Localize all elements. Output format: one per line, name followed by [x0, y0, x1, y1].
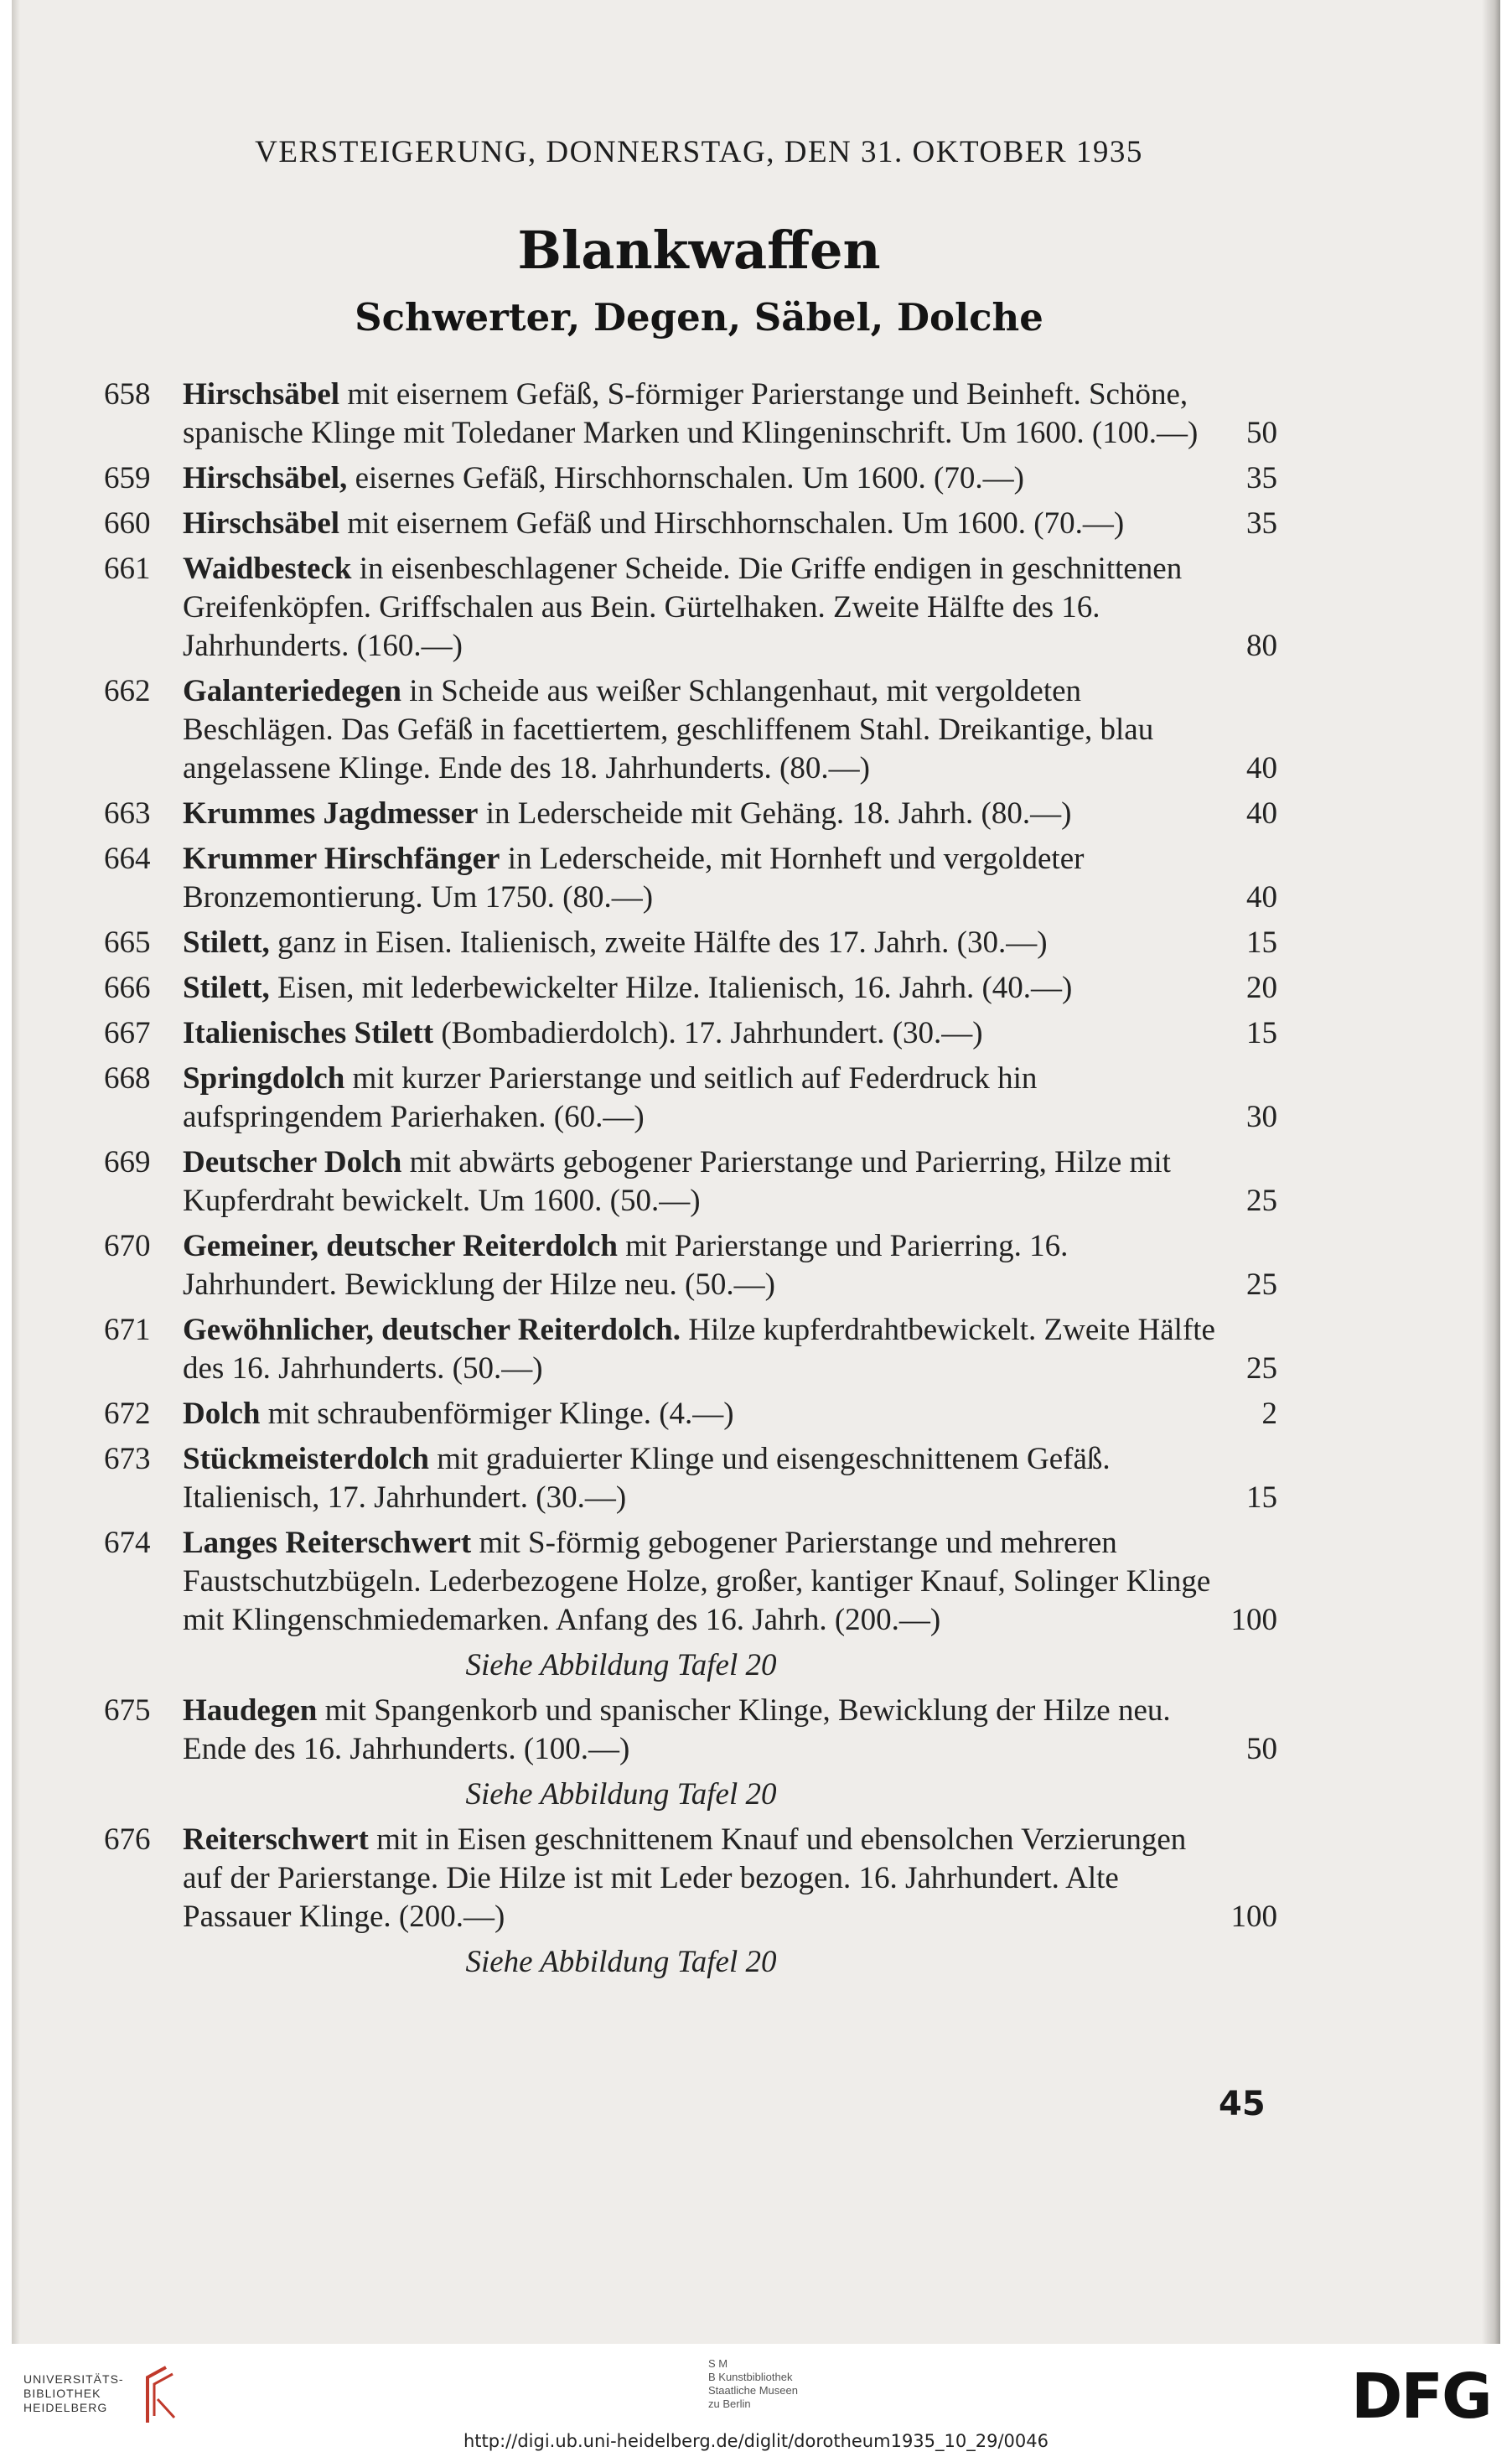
lot-price: 25 — [1246, 1267, 1277, 1302]
catalog-entry — [104, 1311, 1277, 1388]
lot-number: 663 — [104, 796, 151, 831]
lot-number: 672 — [104, 1397, 151, 1431]
lot-number: 673 — [104, 1442, 151, 1476]
lot-text: mit schraubenförmiger Klinge. (4.—) — [260, 1397, 734, 1431]
smb-logo-line: S M — [708, 2357, 728, 2370]
lot-number: 664 — [104, 842, 151, 876]
lot-name: Haudegen — [183, 1693, 318, 1728]
lot-price: 100 — [1230, 1603, 1277, 1637]
lot-text: Hilze kupferdrahtbewickelt. Zweite Hälfte des 16. Jahrhunderts. (50.—) — [183, 1313, 1215, 1386]
smb-kunstbibliothek-logo[interactable] — [708, 2357, 798, 2411]
page-edge-shadow-right — [1482, 0, 1500, 2344]
plate-reference: Siehe Abbildung Tafel 20 — [465, 1777, 777, 1812]
lot-price: 15 — [1246, 925, 1277, 960]
page-url[interactable]: http://digi.ub.uni-heidelberg.de/diglit/dorotheum1935_10_29/0046 — [463, 2431, 1049, 2451]
lot-number: 658 — [104, 377, 151, 412]
lot-text: mit in Eisen geschnittenem Knauf und ebensolchen Verzierungen auf der Parierstange. Die Hilze ist mit Leder bezogen. 16. Jahrhundert. Alte Passauer Klinge. (200.—) — [183, 1822, 1187, 1934]
scanned-page — [12, 0, 1500, 2344]
lot-text: mit abwärts gebogener Parierstange und Parierring, Hilze mit Kupferdraht bewickelt. Um 1600. (50.—) — [183, 1145, 1171, 1218]
ub-logo-line: BIBLIOTHEK — [23, 2387, 101, 2400]
lot-description — [183, 1060, 1277, 1137]
lot-description — [183, 1143, 1277, 1221]
plate-reference: Siehe Abbildung Tafel 20 — [465, 1945, 777, 1979]
lot-text: mit Parierstange und Parierring. 16. Jahrhundert. Bewicklung der Hilze neu. (50.—) — [183, 1229, 1069, 1302]
lot-number: 659 — [104, 461, 151, 495]
lot-number: 670 — [104, 1229, 151, 1263]
lot-number: 675 — [104, 1693, 151, 1728]
lot-price: 15 — [1246, 1016, 1277, 1050]
lot-name: Gewöhnlicher, deutscher Reiterdolch. — [183, 1313, 681, 1347]
catalog-entry — [104, 1060, 1277, 1137]
section-title: Blankwaffen — [517, 220, 881, 281]
lot-text: mit kurzer Parierstange und seitlich auf Federdruck hin aufspringendem Parierhaken. (60.—) — [183, 1061, 1038, 1134]
lot-price: 50 — [1246, 1732, 1277, 1766]
lot-number: 674 — [104, 1526, 151, 1560]
lot-price: 15 — [1246, 1480, 1277, 1515]
lot-text: in eisenbeschlagener Scheide. Die Griffe endigen in geschnittenen Greifenköpfen. Griffschalen aus Bein. Gürtelhaken. Zweite Hälfte des 16. Jahrhunderts. (160.—) — [183, 552, 1183, 663]
lot-text: in Lederscheide mit Gehäng. 18. Jahrh. (80.—) — [478, 796, 1072, 831]
lot-description — [183, 1014, 1277, 1053]
catalog-entry — [104, 672, 1277, 788]
lot-price: 2 — [1261, 1397, 1277, 1431]
running-head: VERSTEIGERUNG, DONNERSTAG, DEN 31. OKTOBER 1935 — [255, 135, 1143, 169]
lot-name: Gemeiner, deutscher Reiterdolch — [183, 1229, 618, 1263]
lot-number: 666 — [104, 971, 151, 1005]
lot-name: Stückmeisterdolch — [183, 1442, 429, 1476]
catalog-entry — [104, 1440, 1277, 1517]
lot-price: 40 — [1246, 796, 1277, 831]
catalog-entry — [104, 550, 1277, 666]
lot-price: 50 — [1246, 416, 1277, 450]
dfg-logo[interactable]: DFG — [1351, 2361, 1491, 2433]
lot-description — [183, 459, 1277, 498]
lot-name: Italienisches Stilett — [183, 1016, 434, 1050]
lot-price: 20 — [1246, 971, 1277, 1005]
lot-number: 667 — [104, 1016, 151, 1050]
lot-name: Hirschsäbel — [183, 377, 340, 412]
plate-reference-line — [104, 1775, 1277, 1814]
ub-heidelberg-logo[interactable] — [23, 2372, 124, 2415]
catalog-entry — [104, 1227, 1277, 1304]
ub-logo-line: HEIDELBERG — [23, 2401, 108, 2414]
lot-text: Eisen, mit lederbewickelter Hilze. Italienisch, 16. Jahrh. (40.—) — [269, 971, 1073, 1005]
lot-description — [183, 1227, 1277, 1304]
catalog-entry — [104, 795, 1277, 833]
lot-name: Waidbesteck — [183, 552, 352, 586]
lot-price: 25 — [1246, 1184, 1277, 1218]
lot-number: 676 — [104, 1822, 151, 1857]
catalog-entry — [104, 1395, 1277, 1433]
lot-name: Krummes Jagdmesser — [183, 796, 479, 831]
lot-number: 665 — [104, 925, 151, 960]
lot-name: Langes Reiterschwert — [183, 1526, 472, 1560]
lot-price: 40 — [1246, 880, 1277, 915]
lot-number: 668 — [104, 1061, 151, 1096]
lot-text: ganz in Eisen. Italienisch, zweite Hälfte des 17. Jahrh. (30.—) — [269, 925, 1048, 960]
smb-logo-line: B Kunstbibliothek — [708, 2371, 793, 2383]
lot-text: mit graduierter Klinge und eisengeschnittenem Gefäß. Italienisch, 17. Jahrhundert. (30.—) — [183, 1442, 1111, 1515]
lot-name: Stilett, — [183, 971, 270, 1005]
lot-text: (Bombadierdolch). 17. Jahrhundert. (30.—) — [433, 1016, 983, 1050]
catalog-entry — [104, 459, 1277, 498]
lot-description — [183, 840, 1277, 917]
lot-name: Dolch — [183, 1397, 261, 1431]
catalog-entry — [104, 1143, 1277, 1221]
catalog-entry — [104, 1821, 1277, 1936]
lot-number: 662 — [104, 674, 151, 708]
lot-number: 669 — [104, 1145, 151, 1179]
lot-description — [183, 924, 1277, 962]
lot-description — [183, 1524, 1277, 1640]
lot-description — [183, 969, 1277, 1008]
lot-price: 40 — [1246, 751, 1277, 785]
page-edge-shadow-left — [12, 0, 20, 2344]
lot-price: 25 — [1246, 1351, 1277, 1386]
plate-reference-line — [104, 1943, 1277, 1982]
lot-number: 660 — [104, 506, 151, 541]
lot-name: Deutscher Dolch — [183, 1145, 402, 1179]
lot-name: Krummer Hirschfänger — [183, 842, 500, 876]
lot-description — [183, 1311, 1277, 1388]
lot-text: mit eisernem Gefäß und Hirschhornschalen. Um 1600. (70.—) — [339, 506, 1125, 541]
lot-description — [183, 550, 1277, 666]
lot-name: Hirschsäbel — [183, 506, 340, 541]
lot-price: 100 — [1230, 1900, 1277, 1934]
lot-name: Springdolch — [183, 1061, 345, 1096]
lot-text: eisernes Gefäß, Hirschhornschalen. Um 1600. (70.—) — [347, 461, 1024, 495]
catalog-entry — [104, 1524, 1277, 1640]
lot-name: Hirschsäbel, — [183, 461, 348, 495]
lot-text: mit eisernem Gefäß, S-förmiger Parierstange und Beinheft. Schöne, spanische Klinge mit Toledaner Marken und Klingeninschrift. Um 1600. (100.—) — [183, 377, 1199, 450]
ub-logo-line: UNIVERSITÄTS- — [23, 2372, 124, 2386]
ub-heidelberg-mark-icon — [141, 2366, 178, 2424]
lot-description — [183, 795, 1277, 833]
lot-name: Galanteriedegen — [183, 674, 402, 708]
plate-reference: Siehe Abbildung Tafel 20 — [465, 1648, 777, 1682]
lot-text: in Scheide aus weißer Schlangenhaut, mit vergoldeten Beschlägen. Das Gefäß in facettiertem, geschliffenem Stahl. Dreikantige, blau angelassene Klinge. Ende des 18. Jahrhunderts. (80.—) — [183, 674, 1154, 785]
lot-name: Stilett, — [183, 925, 270, 960]
lot-description — [183, 1440, 1277, 1517]
catalog-entry — [104, 1692, 1277, 1769]
lot-price: 80 — [1246, 629, 1277, 663]
catalog-entry — [104, 924, 1277, 962]
catalog-entry — [104, 376, 1277, 453]
page-number: 45 — [1219, 2085, 1266, 2123]
lot-name: Reiterschwert — [183, 1822, 369, 1857]
lot-description — [183, 672, 1277, 788]
lot-text: in Lederscheide, mit Hornheft und vergoldeter Bronzemontierung. Um 1750. (80.—) — [183, 842, 1085, 915]
lot-description — [183, 376, 1277, 453]
smb-logo-line: zu Berlin — [708, 2397, 751, 2410]
lot-description — [183, 1692, 1277, 1769]
lot-description — [183, 505, 1277, 543]
lot-price: 35 — [1246, 461, 1277, 495]
plate-reference-line — [104, 1646, 1277, 1685]
lot-number: 671 — [104, 1313, 151, 1347]
catalog-entry — [104, 969, 1277, 1008]
lot-description — [183, 1395, 1277, 1433]
catalog-entries — [104, 376, 1277, 1988]
lot-text: mit S-förmig gebogener Parierstange und mehreren Faustschutzbügeln. Lederbezogene Holze, großer, kantiger Knauf, Solinger Klinge mit Klingenschmiedemarken. Anfang des 16. Jahrh. (200.—) — [183, 1526, 1211, 1637]
catalog-entry — [104, 840, 1277, 917]
lot-text: mit Spangenkorb und spanischer Klinge, Bewicklung der Hilze neu. Ende des 16. Jahrhunderts. (100.—) — [183, 1693, 1171, 1766]
catalog-entry — [104, 505, 1277, 543]
lot-price: 35 — [1246, 506, 1277, 541]
lot-price: 30 — [1246, 1100, 1277, 1134]
viewer-footer — [0, 2347, 1512, 2457]
smb-logo-line: Staatliche Museen — [708, 2384, 798, 2397]
catalog-entry — [104, 1014, 1277, 1053]
lot-description — [183, 1821, 1277, 1936]
lot-number: 661 — [104, 552, 151, 586]
section-subtitle: Schwerter, Degen, Säbel, Dolche — [355, 295, 1043, 340]
